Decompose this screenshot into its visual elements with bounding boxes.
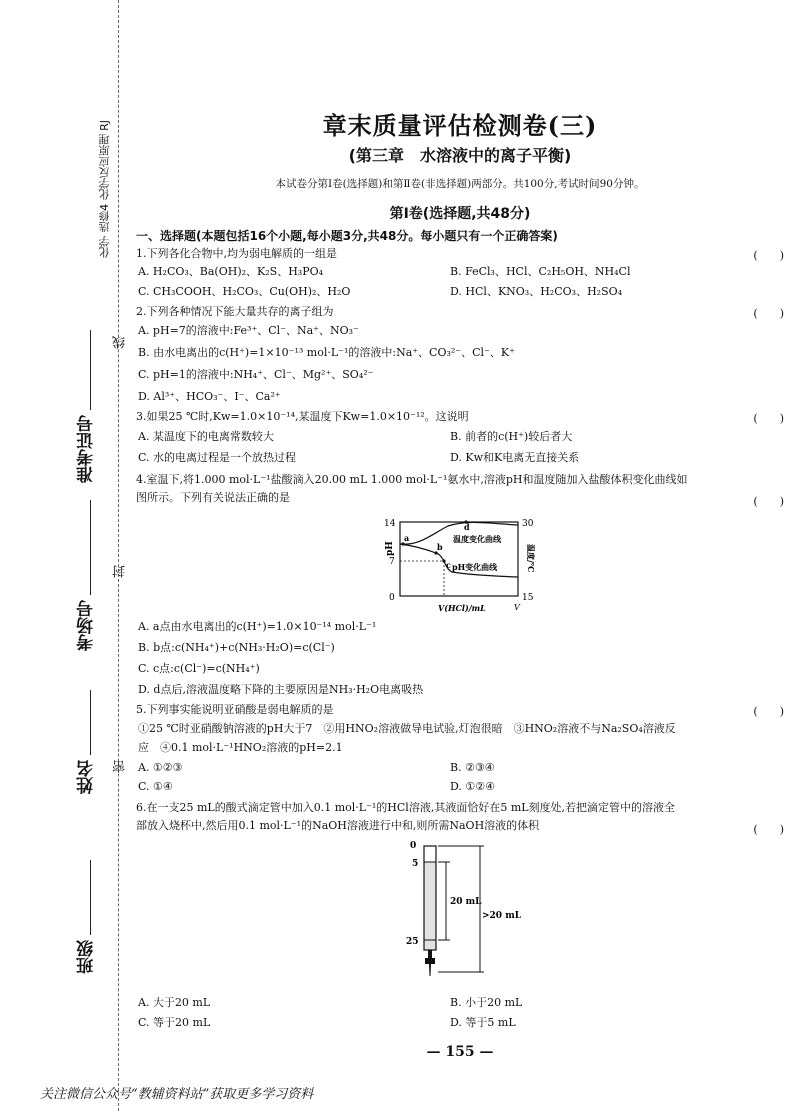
- q4-option-d[interactable]: D. d点后,溶液温度略下降的主要原因是NH₃·H₂O电离吸热: [138, 683, 424, 696]
- field-class-line: [90, 860, 91, 935]
- page-title: 章末质量评估检测卷(三): [322, 111, 598, 140]
- book-brand: 化学 选修4 化学反应原理 RJ: [98, 120, 111, 259]
- q6-option-d[interactable]: D. 等于5 mL: [450, 1016, 516, 1029]
- point-d-label: d: [464, 522, 470, 532]
- ph-curve: [400, 544, 518, 577]
- q1-option-d[interactable]: D. HCl、KNO₃、H₂CO₃、H₂SO₄: [450, 285, 623, 298]
- right-tick-30: 30: [522, 519, 534, 529]
- q1-option-c[interactable]: C. CH₃COOH、H₂CO₃、Cu(OH)₂、H₂O: [138, 285, 351, 298]
- footer-note: 关注微信公众号“教辅资料站”获取更多学习资料: [40, 1087, 314, 1102]
- cut-mark-line: 线: [113, 336, 128, 349]
- q2-stem: 2.下列各种情况下能大量共存的离子组为: [136, 305, 334, 318]
- page-subtitle: (第三章 水溶液中的离子平衡): [348, 146, 572, 165]
- x-axis-label: V(HCl)/mL: [438, 603, 486, 613]
- q6-answer-paren[interactable]: ( ): [753, 823, 784, 836]
- q2-option-d[interactable]: D. Al³⁺、HCO₃⁻、I⁻、Ca²⁺: [138, 390, 281, 403]
- q5-option-d[interactable]: D. ①②④: [450, 780, 496, 793]
- q1-option-a[interactable]: A. H₂CO₃、Ba(OH)₂、K₂S、H₃PO₄: [138, 265, 324, 278]
- q4-stem-line2: 图所示。下列有关说法正确的是: [136, 491, 290, 504]
- field-exam-room-line: [90, 500, 91, 595]
- section-title: 第Ⅰ卷(选择题,共48分): [389, 206, 531, 222]
- q2-option-b[interactable]: B. 由水电离出的c(H⁺)=1×10⁻¹³ mol·L⁻¹的溶液中:Na⁺、CO₃²⁻、Cl⁻、K⁺: [138, 346, 515, 359]
- q4-option-c[interactable]: C. c点:c(Cl⁻)=c(NH₄⁺): [138, 662, 260, 675]
- q4-option-a[interactable]: A. a点由水电离出的c(H⁺)=1.0×10⁻¹⁴ mol·L⁻¹: [138, 620, 377, 633]
- binding-dashed-line: [118, 0, 119, 1111]
- right-tick-15: 15: [522, 593, 534, 603]
- point-a-label: a: [404, 533, 410, 543]
- q5-statement-line1: ①25 ℃时亚硝酸钠溶液的pH大于7 ②用HNO₂溶液做导电试验,灯泡很暗 ③HNO₂溶液不与Na₂SO₄溶液反: [138, 722, 676, 735]
- field-exam-room: 考场号: [77, 600, 97, 651]
- q6-stem-line2: 部放入烧杯中,然后用0.1 mol·L⁻¹的NaOH溶液进行中和,则所需NaOH溶液的体积: [136, 819, 540, 832]
- q4-ph-temperature-chart: [370, 516, 550, 626]
- exam-intro: 本试卷分第Ⅰ卷(选择题)和第Ⅱ卷(非选择题)两部分。共100分,考试时间90分钟。: [275, 178, 645, 190]
- page-number: — 155 —: [426, 1044, 494, 1060]
- q3-option-a[interactable]: A. 某温度下的电离常数较大: [138, 430, 274, 443]
- cut-mark-close: 封: [113, 565, 128, 578]
- x-end-label: V: [514, 603, 520, 612]
- q2-option-c[interactable]: C. pH=1的溶液中:NH₄⁺、Cl⁻、Mg²⁺、SO₄²⁻: [138, 368, 374, 381]
- q3-option-c[interactable]: C. 水的电离过程是一个放热过程: [138, 451, 297, 464]
- q1-answer-paren[interactable]: ( ): [753, 249, 784, 262]
- field-admission-line: [90, 330, 91, 410]
- q5-option-a[interactable]: A. ①②③: [138, 761, 183, 774]
- left-tick-0: 0: [389, 593, 395, 603]
- inner-volume-label: 20 mL: [450, 897, 482, 907]
- burette-svg: [392, 838, 542, 988]
- q6-burette-diagram: [392, 838, 542, 988]
- cut-mark-seal: 密: [113, 760, 128, 773]
- q6-option-a[interactable]: A. 大于20 mL: [138, 996, 211, 1009]
- temperature-curve-label: 温度变化曲线: [453, 534, 501, 544]
- q5-answer-paren[interactable]: ( ): [753, 705, 784, 718]
- q5-option-c[interactable]: C. ①④: [138, 780, 173, 793]
- point-c-label: c: [446, 560, 451, 570]
- mark-5: 5: [412, 859, 419, 869]
- q3-stem: 3.如果25 ℃时,Kw=1.0×10⁻¹⁴,某温度下Kw=1.0×10⁻¹²。这说明: [136, 410, 469, 423]
- right-axis-label: 温度/℃: [526, 544, 536, 573]
- q6-option-b[interactable]: B. 小于20 mL: [450, 996, 523, 1009]
- left-axis-label: pH: [385, 541, 395, 556]
- q5-option-b[interactable]: B. ②③④: [450, 761, 495, 774]
- outer-volume-label: >20 mL: [482, 911, 522, 921]
- q3-option-d[interactable]: D. Kw和K电离无直接关系: [450, 451, 580, 464]
- part-heading: 一、选择题(本题包括16个小题,每小题3分,共48分。每小题只有一个正确答案): [136, 229, 558, 243]
- q6-stem-line1: 6.在一支25 mL的酸式滴定管中加入0.1 mol·L⁻¹的HCl溶液,其液面恰好在5 mL刻度处,若把滴定管中的溶液全: [136, 801, 676, 814]
- q2-answer-paren[interactable]: ( ): [753, 307, 784, 320]
- q4-chart-svg: [370, 516, 550, 626]
- q1-stem: 1.下列各化合物中,均为弱电解质的一组是: [136, 247, 337, 260]
- field-name-line: [90, 690, 91, 755]
- q4-option-b[interactable]: B. b点:c(NH₄⁺)+c(NH₃·H₂O)=c(Cl⁻): [138, 641, 335, 654]
- q2-option-a[interactable]: A. pH=7的溶液中:Fe³⁺、Cl⁻、Na⁺、NO₃⁻: [138, 324, 359, 337]
- burette-stopcock: [425, 950, 435, 964]
- mark-0: 0: [410, 841, 417, 851]
- q5-statement-line2: 应 ④0.1 mol·L⁻¹HNO₂溶液的pH=2.1: [138, 741, 343, 754]
- field-name: 姓名: [77, 760, 97, 794]
- q3-option-b[interactable]: B. 前者的c(H⁺)较后者大: [450, 430, 573, 443]
- q5-stem: 5.下列事实能说明亚硝酸是弱电解质的是: [136, 703, 334, 716]
- left-tick-14: 14: [384, 519, 396, 529]
- field-class: 班级: [77, 940, 97, 974]
- field-admission-no: 准考证号: [77, 415, 97, 483]
- mark-25: 25: [406, 937, 419, 947]
- burette-tip: [429, 964, 431, 976]
- q4-stem-line1: 4.室温下,将1.000 mol·L⁻¹盐酸滴入20.00 mL 1.000 mol·L⁻¹氨水中,溶液pH和温度随加入盐酸体积变化曲线如: [136, 473, 688, 486]
- q1-option-b[interactable]: B. FeCl₃、HCl、C₂H₅OH、NH₄Cl: [450, 265, 631, 278]
- burette-liquid: [424, 862, 436, 950]
- q6-option-c[interactable]: C. 等于20 mL: [138, 1016, 211, 1029]
- q4-answer-paren[interactable]: ( ): [753, 495, 784, 508]
- left-tick-7: 7: [389, 557, 395, 567]
- ph-curve-label: pH变化曲线: [452, 562, 498, 572]
- point-b-label: b: [437, 542, 443, 552]
- q3-answer-paren[interactable]: ( ): [753, 412, 784, 425]
